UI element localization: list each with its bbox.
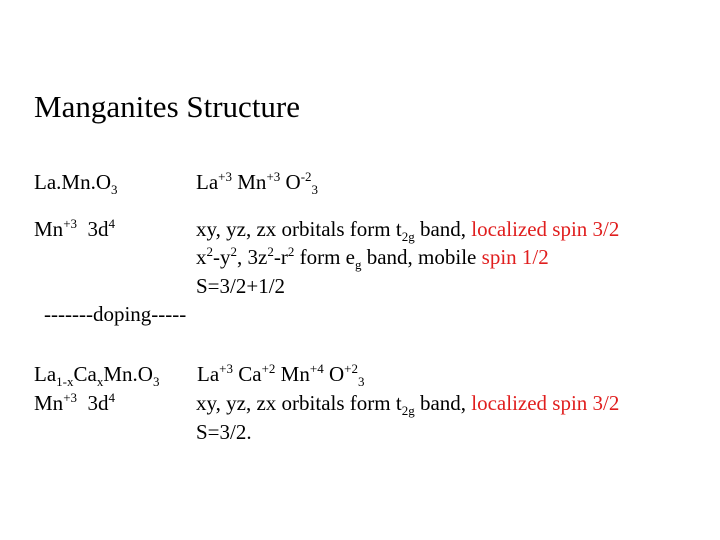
doped-t2g-band-line: xy, yz, zx orbitals form $t_{2g}$ band, localized spin 3/2 [196,391,620,418]
t2g-band-line: xy, yz, zx orbitals form $t_{2g}$ band, localized spin 3/2 [196,217,620,244]
eg-band-line: $x^2-y^2$, $3z^2-r^2$ form $e_g$ band, mobile spin 1/2 [196,244,549,272]
parent-formula: $La.Mn.O_3$ [34,170,118,197]
localized-spin-highlight: localized spin 3/2 [471,217,620,241]
mobile-spin-highlight: spin 1/2 [481,245,549,269]
total-spin-line: S=3/2+1/2 [196,274,286,298]
doped-ionic-composition: $La^{+3}$ $Ca^{+2}$ $Mn^{+4}$ $O^{+2}_3$ [197,361,365,389]
doped-localized-spin-highlight: localized spin 3/2 [471,391,620,415]
doped-total-spin-line: S=3/2. [196,420,252,444]
doped-mn-configuration: $Mn^{+3}$ $3d^4$ [34,390,116,415]
doped-formula: $La_{1-x}Ca_xMn.O_3$ [34,362,160,389]
doping-separator: -------doping----- [44,302,187,326]
slide-title: Manganites Structure [34,89,301,124]
parent-ionic-composition: $La^{+3}$ $Mn^{+3}$ $O^{-2}_3$ [196,169,319,197]
mn3-configuration: $Mn^{+3}$ $3d^4$ [34,216,116,241]
